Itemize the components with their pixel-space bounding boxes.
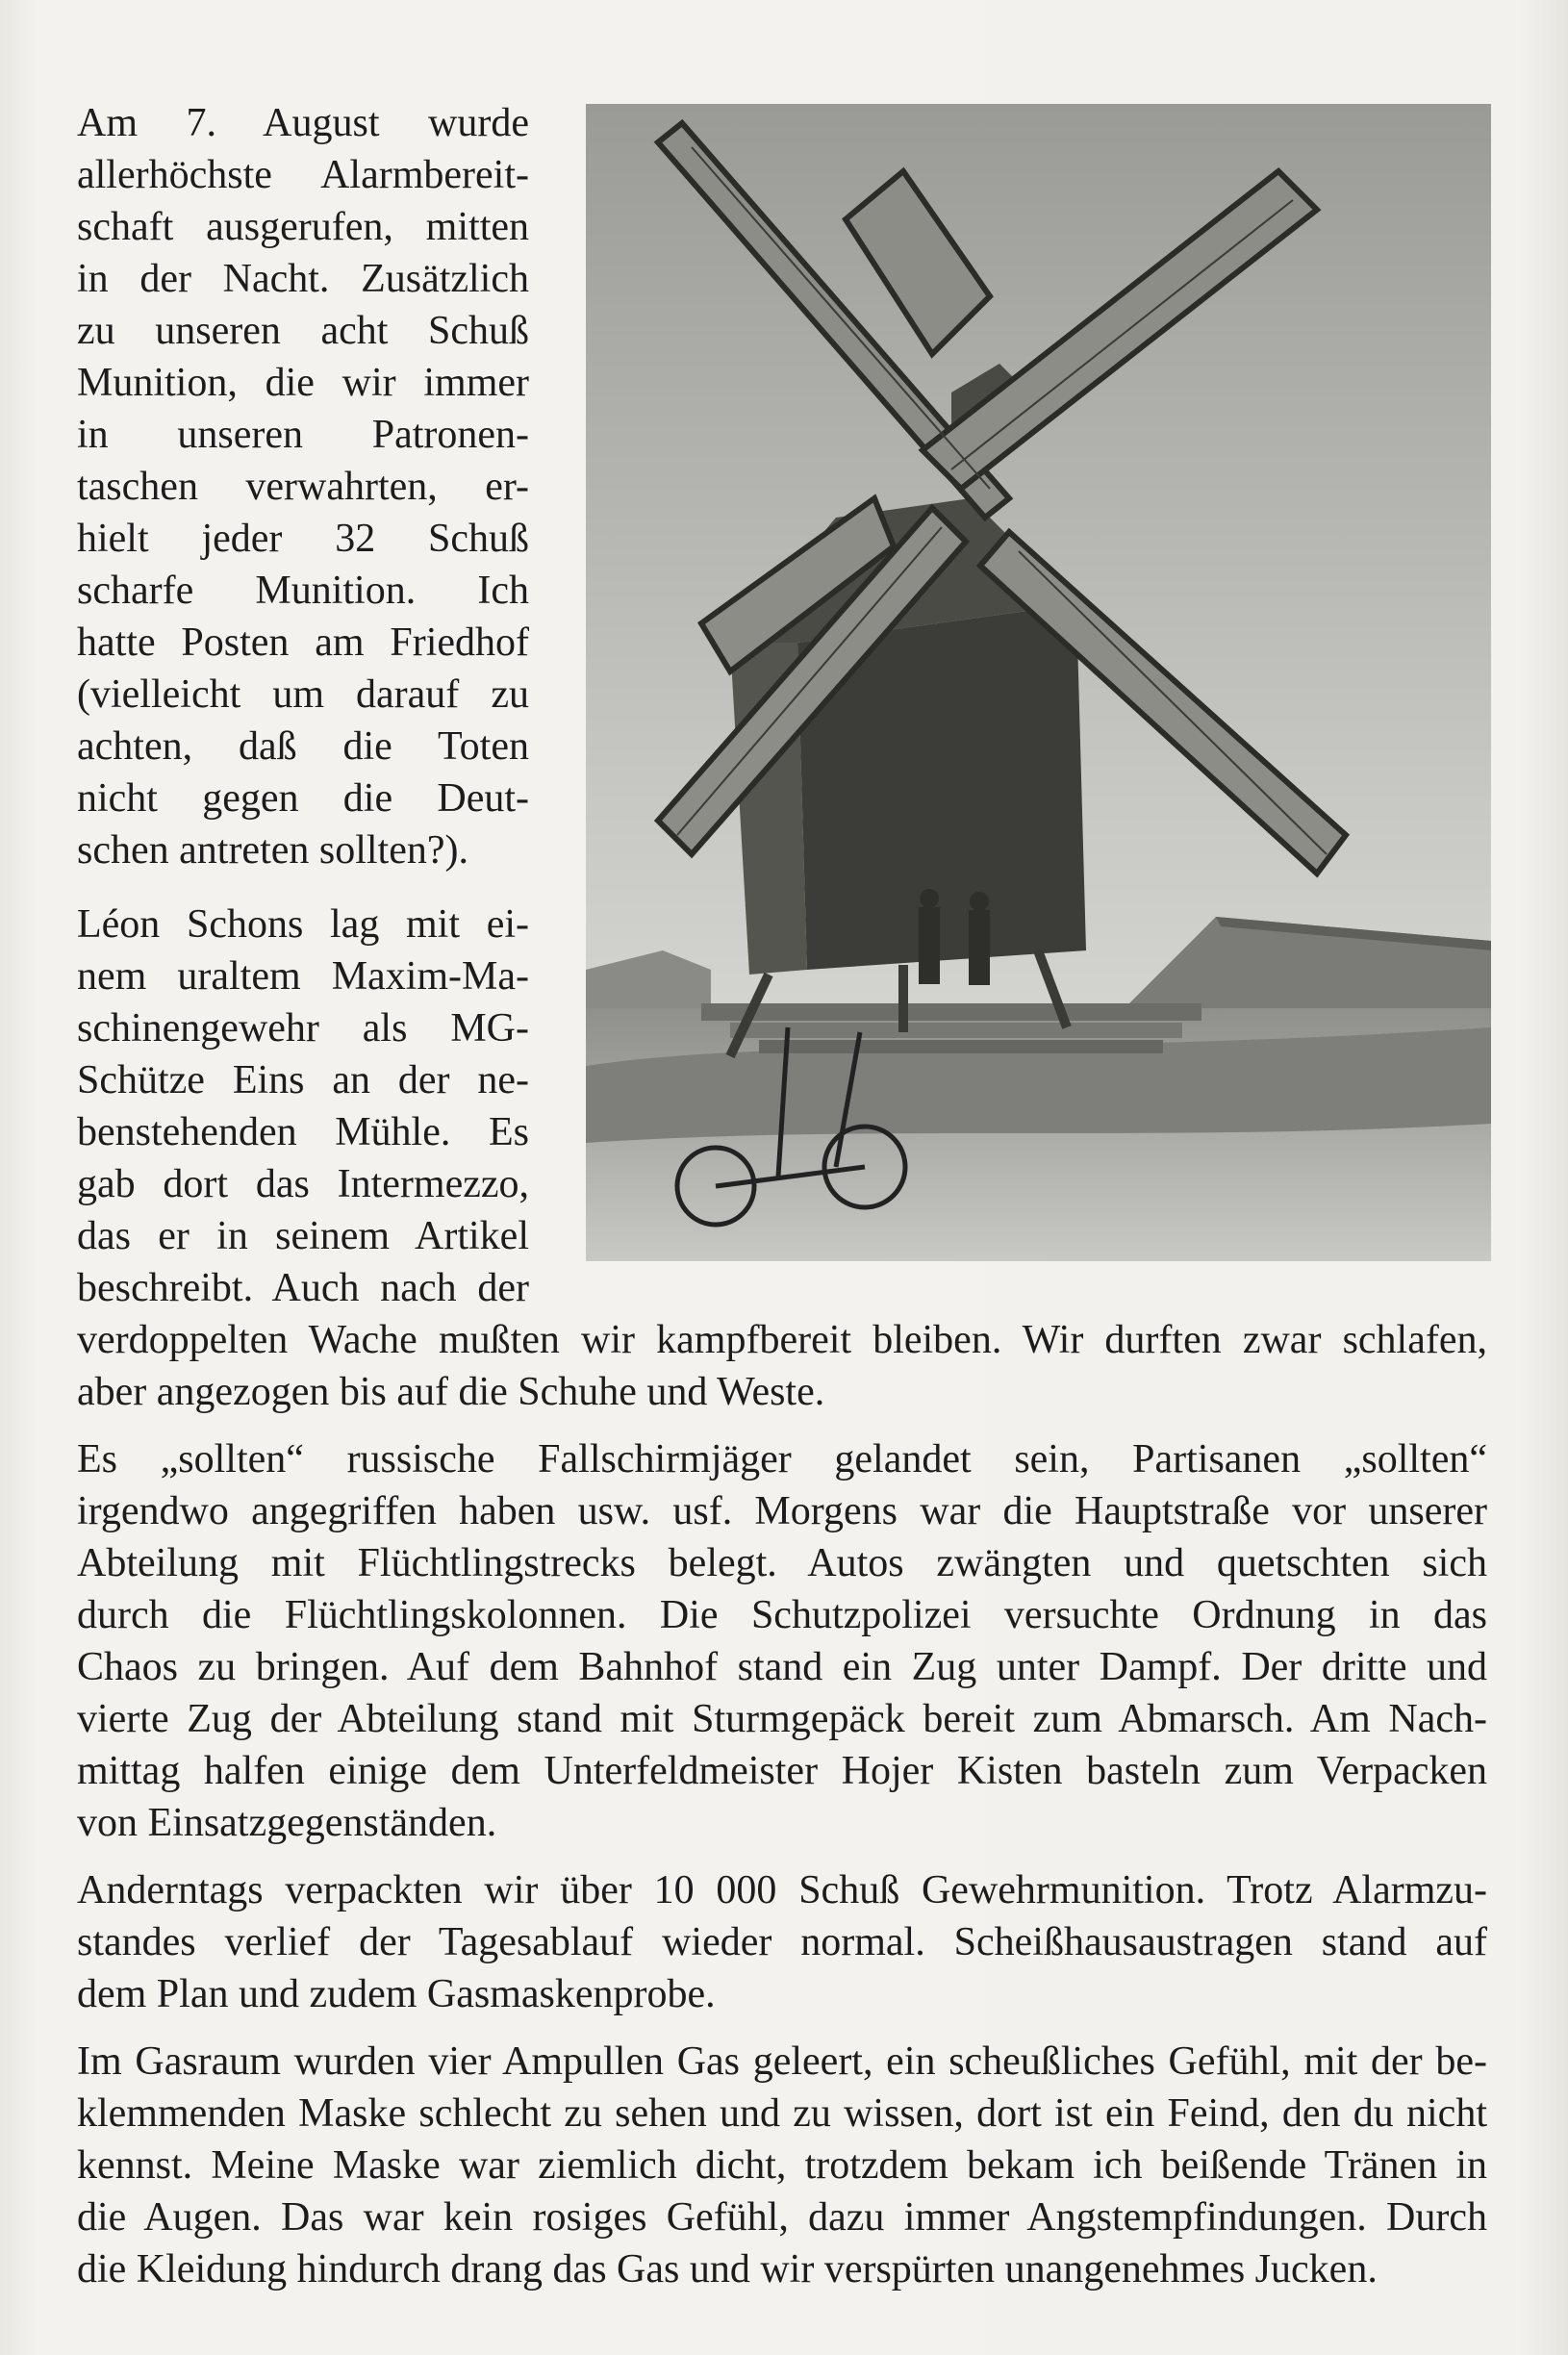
paragraph-narrow-2 — [77, 899, 1491, 1314]
text-line: taschen verwahrten, er- — [77, 465, 529, 509]
text-line: irgendwo angegriffen haben usw. usf. Morgens war die Hauptstraße vor unserer — [77, 1489, 1487, 1533]
text-line: (vielleicht um darauf zu — [77, 672, 529, 717]
text-line: nicht gegen die Deut- — [77, 776, 529, 821]
text-line: Anderntags verpackten wir über 10 000 Schuß Gewehrmunition. Trotz Alarmzu- — [77, 1868, 1487, 1912]
text-line: durch die Flüchtlingskolonnen. Die Schutzpolizei versuchte Ordnung in das — [77, 1593, 1487, 1637]
paragraph-wide-2 — [77, 1433, 1491, 1849]
text-line: achten, daß die Toten — [77, 724, 529, 769]
text-line: verdoppelten Wache mußten wir kampfbereit bleiben. Wir durften zwar schlafen, — [77, 1318, 1487, 1362]
text-line: nem uraltem Maxim-Ma- — [77, 954, 529, 999]
text-line: Es „sollten“ russische Fallschirmjäger gelandet sein, Partisanen „sollten“ — [77, 1437, 1487, 1481]
text-line: dem Plan und zudem Gasmaskenprobe. — [77, 1972, 716, 2016]
text-line: Im Gasraum wurden vier Ampullen Gas geleert, ein scheußliches Gefühl, mit der be- — [77, 2039, 1487, 2084]
text-line: hatte Posten am Friedhof — [77, 620, 529, 665]
text-line: Munition, die wir immer — [77, 361, 529, 405]
text-line: kennst. Meine Maske war ziemlich dicht, trotzdem bekam ich beißende Tränen in — [77, 2143, 1487, 2188]
paragraph-narrow-1 — [77, 97, 1491, 876]
text-line: allerhöchste Alarmbereit- — [77, 153, 529, 197]
paragraph-wide-4 — [77, 2036, 1491, 2295]
text-line: Léon Schons lag mit ei- — [77, 902, 529, 947]
text-line: von Einsatzgegenständen. — [77, 1801, 497, 1845]
text-line: Chaos zu bringen. Auf dem Bahnhof stand ein Zug unter Dampf. Der dritte und — [77, 1645, 1487, 1689]
text-line: Am 7. August wurde — [77, 101, 529, 145]
text-line: die Augen. Das war kein rosiges Gefühl, dazu immer Angstempfindungen. Durch — [77, 2195, 1487, 2240]
text-line: das er in seinem Artikel — [77, 1214, 529, 1258]
text-line: Schütze Eins an der ne- — [77, 1058, 529, 1102]
text-line: gab dort das Intermezzo, — [77, 1162, 529, 1206]
text-line: aber angezogen bis auf die Schuhe und Weste. — [77, 1370, 825, 1414]
text-line: scharfe Munition. Ich — [77, 569, 529, 613]
text-line: schaft ausgerufen, mitten — [77, 205, 529, 249]
text-line: hielt jeder 32 Schuß — [77, 517, 529, 561]
text-line: zu unseren acht Schuß — [77, 309, 529, 353]
text-line: schen antreten sollten?). — [77, 828, 468, 873]
text-line: Abteilung mit Flüchtlingstrecks belegt. Autos zwängten und quetschten sich — [77, 1541, 1487, 1585]
text-line: vierte Zug der Abteilung stand mit Sturmgepäck bereit zum Abmarsch. Am Nach- — [77, 1697, 1487, 1741]
text-line: schinengewehr als MG- — [77, 1006, 529, 1051]
paragraph-wide-3 — [77, 1864, 1491, 2020]
text-line: benstehenden Mühle. Es — [77, 1110, 529, 1154]
text-line: beschreibt. Auch nach der — [77, 1266, 529, 1310]
text-line: klemmenden Maske schlecht zu sehen und zu wissen, dort ist ein Feind, den du nicht — [77, 2091, 1487, 2136]
text-line: in der Nacht. Zusätzlich — [77, 257, 529, 301]
paragraph-wide-1 — [77, 1314, 1491, 1418]
text-line: standes verlief der Tagesablauf wieder normal. Scheißhausaustragen stand auf — [77, 1920, 1487, 1964]
text-line: mittag halfen einige dem Unterfeldmeister Hojer Kisten basteln zum Verpacken — [77, 1749, 1487, 1793]
text-line: die Kleidung hindurch drang das Gas und wir verspürten unangenehmes Jucken. — [77, 2247, 1378, 2292]
text-line: in unseren Patronen- — [77, 413, 529, 457]
